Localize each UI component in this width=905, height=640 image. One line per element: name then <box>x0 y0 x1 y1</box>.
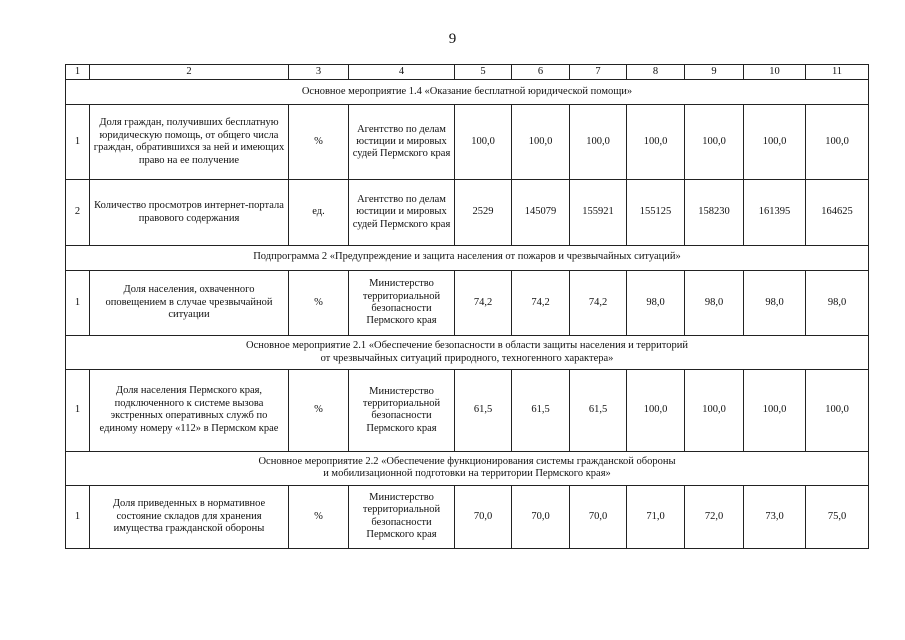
section-title: Основное мероприятие 2.1 «Обеспечение безопасности в области защиты населения и территорий от чрезвычайных ситуаций природного, техногенного характера» <box>66 336 869 370</box>
value-cell: 61,5 <box>512 370 570 451</box>
row-number: 2 <box>66 180 90 245</box>
section-title: Подпрограмма 2 «Предупреждение и защита населения от пожаров и чрезвычайных ситуаций» <box>66 245 869 270</box>
value-cell: 161395 <box>744 180 806 245</box>
responsible-org: Министерство территориальной безопасности Пермского края <box>349 270 455 335</box>
row-number: 1 <box>66 485 90 548</box>
value-cell: 100,0 <box>685 105 744 180</box>
table-row <box>66 105 869 180</box>
value-cell: 70,0 <box>570 485 627 548</box>
section-heading-row <box>66 336 869 370</box>
row-number: 1 <box>66 370 90 451</box>
value-cell: 100,0 <box>627 105 685 180</box>
unit-cell: % <box>289 370 349 451</box>
section-heading-row <box>66 245 869 270</box>
unit-cell: % <box>289 485 349 548</box>
row-number: 1 <box>66 270 90 335</box>
section-title: Основное мероприятие 2.2 «Обеспечение функционирования системы гражданской обороны и мобилизационной подготовки на территории Пермского края» <box>66 451 869 485</box>
value-cell: 98,0 <box>806 270 869 335</box>
value-cell: 100,0 <box>512 105 570 180</box>
section-heading-row <box>66 80 869 105</box>
value-cell: 158230 <box>685 180 744 245</box>
header-cell: 11 <box>806 65 869 80</box>
section-heading-row <box>66 451 869 485</box>
value-cell: 74,2 <box>570 270 627 335</box>
value-cell: 61,5 <box>570 370 627 451</box>
header-cell: 5 <box>455 65 512 80</box>
header-cell: 9 <box>685 65 744 80</box>
value-cell: 100,0 <box>627 370 685 451</box>
header-cell: 6 <box>512 65 570 80</box>
indicator-name: Доля приведенных в нормативное состояние складов для хранения имущества гражданской обороны <box>90 485 289 548</box>
value-cell: 74,2 <box>455 270 512 335</box>
value-cell: 73,0 <box>744 485 806 548</box>
header-cell: 8 <box>627 65 685 80</box>
value-cell: 98,0 <box>744 270 806 335</box>
indicators-table <box>65 64 869 549</box>
responsible-org: Министерство территориальной безопасности Пермского края <box>349 485 455 548</box>
table-row <box>66 485 869 548</box>
value-cell: 100,0 <box>744 370 806 451</box>
unit-cell: ед. <box>289 180 349 245</box>
responsible-org: Агентство по делам юстиции и мировых судей Пермского края <box>349 105 455 180</box>
responsible-org: Агентство по делам юстиции и мировых судей Пермского края <box>349 180 455 245</box>
unit-cell: % <box>289 270 349 335</box>
header-cell: 10 <box>744 65 806 80</box>
unit-cell: % <box>289 105 349 180</box>
value-cell: 100,0 <box>806 105 869 180</box>
value-cell: 61,5 <box>455 370 512 451</box>
value-cell: 164625 <box>806 180 869 245</box>
header-cell: 4 <box>349 65 455 80</box>
value-cell: 71,0 <box>627 485 685 548</box>
value-cell: 2529 <box>455 180 512 245</box>
value-cell: 100,0 <box>455 105 512 180</box>
header-cell: 2 <box>90 65 289 80</box>
page-number: 9 <box>448 31 457 47</box>
table-row <box>66 270 869 335</box>
value-cell: 72,0 <box>685 485 744 548</box>
responsible-org: Министерство территориальной безопасности Пермского края <box>349 370 455 451</box>
value-cell: 155125 <box>627 180 685 245</box>
header-cell: 3 <box>289 65 349 80</box>
value-cell: 100,0 <box>744 105 806 180</box>
indicator-name: Доля граждан, получивших бесплатную юридическую помощь, от общего числа граждан, обратившихся за ней и имеющих право на ее получение <box>90 105 289 180</box>
section-title: Основное мероприятие 1.4 «Оказание бесплатной юридической помощи» <box>66 80 869 105</box>
indicator-name: Доля населения Пермского края, подключенного к системе вызова экстренных оперативных служб по единому номеру «112» в Пермском крае <box>90 370 289 451</box>
indicator-name: Количество просмотров интернет-портала правового содержания <box>90 180 289 245</box>
row-number: 1 <box>66 105 90 180</box>
table-row <box>66 180 869 245</box>
value-cell: 75,0 <box>806 485 869 548</box>
value-cell: 74,2 <box>512 270 570 335</box>
value-cell: 145079 <box>512 180 570 245</box>
value-cell: 100,0 <box>570 105 627 180</box>
value-cell: 98,0 <box>685 270 744 335</box>
header-cell: 7 <box>570 65 627 80</box>
header-cell: 1 <box>66 65 90 80</box>
value-cell: 98,0 <box>627 270 685 335</box>
value-cell: 100,0 <box>806 370 869 451</box>
value-cell: 155921 <box>570 180 627 245</box>
value-cell: 70,0 <box>455 485 512 548</box>
value-cell: 70,0 <box>512 485 570 548</box>
header-row <box>66 65 869 80</box>
value-cell: 100,0 <box>685 370 744 451</box>
table-row <box>66 370 869 451</box>
indicator-name: Доля населения, охваченного оповещением в случае чрезвычайной ситуации <box>90 270 289 335</box>
